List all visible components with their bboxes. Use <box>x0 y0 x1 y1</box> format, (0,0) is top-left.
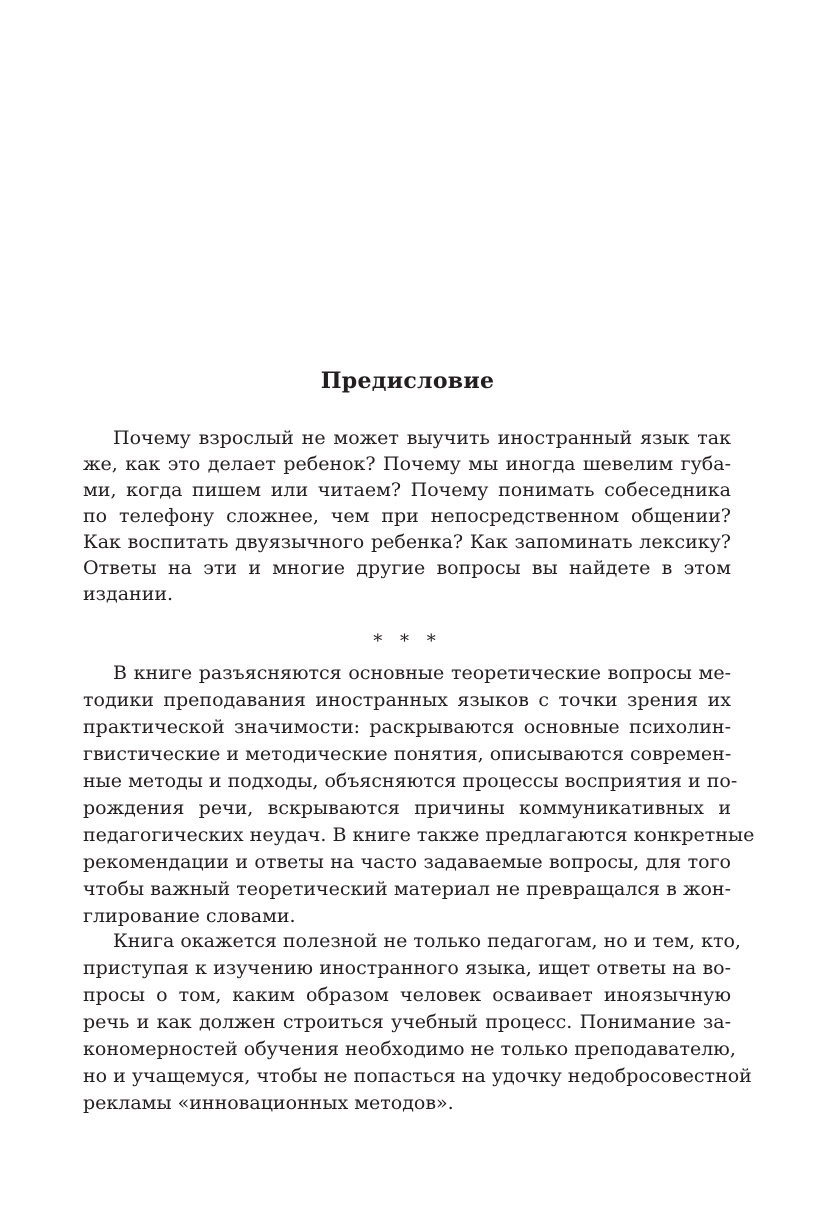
paragraph-line: Книга окажется полезной не только педагогам, но и тем, кто, <box>113 930 741 952</box>
paragraph-line: практической значимости: раскрываются основные психолин- <box>83 716 731 738</box>
paragraph-line: просы о том, каким образом человек осваивает иноязычную <box>83 984 731 1006</box>
paragraph-line: глирование словами. <box>83 905 296 927</box>
paragraph-line: кономерностей обучения необходимо не только преподавателю, <box>83 1038 736 1060</box>
paragraph-line: но и учащемуся, чтобы не попасться на удочку недобросовестной <box>83 1065 752 1087</box>
paragraph-line: Как воспитать двуязычного ребенка? Как запоминать лексику? <box>83 531 731 553</box>
paragraph-line: Почему взрослый не может выучить иностранный язык так <box>113 427 731 449</box>
paragraph-line: по телефону сложнее, чем при непосредственном общении? <box>83 505 731 527</box>
paragraph-line: тодики преподавания иностранных языков с точки зрения их <box>83 689 731 711</box>
paragraph-line: ми, когда пишем или читаем? Почему понимать собеседника <box>83 479 731 501</box>
paragraph-line: В книге разъясняются основные теоретические вопросы ме- <box>113 662 731 684</box>
section-separator: * * * <box>373 631 442 652</box>
paragraph-line: приступая к изучению иностранного языка, ищет ответы на во- <box>83 957 731 979</box>
paragraph-line: гвистические и методические понятия, описываются современ- <box>83 743 732 765</box>
paragraph-line: рождения речи, вскрываются причины коммуникативных и <box>83 797 731 819</box>
paragraph-line: ные методы и подходы, объясняются процессы восприятия и по- <box>83 770 738 792</box>
paragraph-line: рекламы «инновационных методов». <box>83 1092 454 1114</box>
paragraph-line: же, как это делает ребенок? Почему мы иногда шевелим губа- <box>83 453 731 475</box>
paragraph-line: педагогических неудач. В книге также предлагаются конкретные <box>83 824 755 846</box>
paragraph-line: Ответы на эти и многие другие вопросы вы найдете в этом <box>83 557 731 579</box>
page-title: Предисловие <box>320 368 495 394</box>
paragraph-line: речь и как должен строиться учебный процесс. Понимание за- <box>83 1011 731 1033</box>
paragraph-line: чтобы важный теоретический материал не превращался в жон- <box>83 878 731 900</box>
paragraph-line: рекомендации и ответы на часто задаваемые вопросы, для того <box>83 851 731 873</box>
paragraph-line: издании. <box>83 583 174 605</box>
